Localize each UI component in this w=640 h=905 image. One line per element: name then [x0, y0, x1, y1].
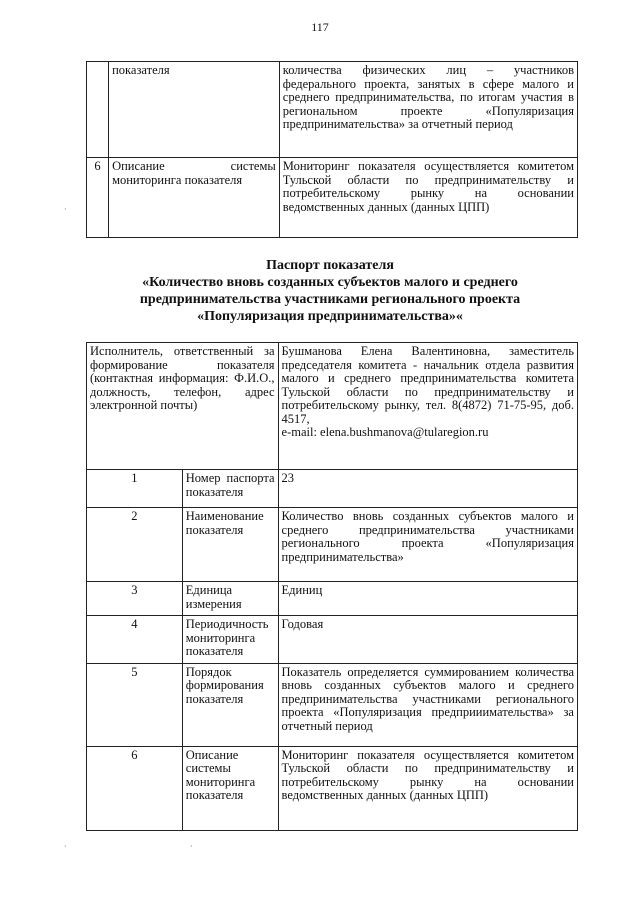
table-row: [87, 616, 578, 664]
row-number: 3: [87, 582, 183, 616]
passport-heading: [80, 257, 580, 325]
row-label: показателя: [109, 62, 280, 158]
scan-dot: ·: [64, 842, 67, 851]
row-value: Мониторинг показателя осуществляется комитетом Тульской области по предпринимательству и потребительскому рынку на основании ведомственных данных (данных ЦПП): [279, 158, 577, 238]
executor-contact: Бушманова Елена Валентиновна, заместитель председателя комитета - начальник отдела развития малого и среднего предпринимательства комитета Тульской области по предпринимательству и потребительскому рынку, тел. 8(4872) 71-75-95, доб. 4517,: [281, 344, 574, 426]
table-row: [87, 582, 578, 616]
page-number: 117: [311, 20, 329, 34]
row-value: Количество вновь созданных субъектов малого и среднего предпринимательства участниками регионального проекта «Популяризация предпринимательства»: [278, 508, 577, 582]
row-number: 1: [87, 470, 183, 508]
table-row: [87, 158, 578, 238]
executor-email: e-mail: elena.bushmanova@tularegion.ru: [281, 425, 489, 439]
scan-dot: ·: [64, 205, 67, 214]
row-number: [87, 62, 109, 158]
row-label: Описание системы мониторинга показателя: [182, 746, 278, 830]
row-number: 6: [87, 158, 109, 238]
row-label: Порядок формирования показателя: [182, 663, 278, 746]
row-value: Годовая: [278, 616, 577, 664]
executor-value: [278, 343, 577, 470]
heading-line: Паспорт показателя: [266, 258, 394, 273]
row-value: 23: [278, 470, 577, 508]
table-row: [87, 470, 578, 508]
row-label: Единица измерения: [182, 582, 278, 616]
row-number: 6: [87, 746, 183, 830]
table-row: [87, 663, 578, 746]
table-row: [87, 508, 578, 582]
row-value: Единиц: [278, 582, 577, 616]
row-value: количества физических лиц – участников федерального проекта, занятых в сфере малого и среднего предпринимательства, по итогам участия в региональном проекте «Популяризация предпринимательства» за отчетный период: [279, 62, 577, 158]
scan-dot: ·: [190, 842, 193, 851]
table-row: [87, 746, 578, 830]
row-label: Наименование показателя: [182, 508, 278, 582]
row-number: 2: [87, 508, 183, 582]
row-value: Мониторинг показателя осуществляется комитетом Тульской области по предпринимательству и потребительскому рынку на основании ведомственных данных (данных ЦПП): [278, 746, 577, 830]
table-row: [87, 62, 578, 158]
row-label: Периодичность мониторинга показателя: [182, 616, 278, 664]
row-number: 4: [87, 616, 183, 664]
row-label: Номер паспорта показателя: [182, 470, 278, 508]
heading-line: «Количество вновь созданных субъектов малого и среднего: [142, 275, 518, 290]
passport-table: [86, 342, 578, 831]
row-label: Описание системы мониторинга показателя: [109, 158, 280, 238]
row-number: 5: [87, 663, 183, 746]
row-value: Показатель определяется суммированием количества вновь созданных субъектов малого и среднего предпринимательства участниками регионального проекта «Популяризация предприиимательства» за отчетный период: [278, 663, 577, 746]
heading-line: «Популяризация предпринимательства»«: [197, 309, 463, 324]
executor-label: Исполнитель, ответственный за формирование показателя (контактная информация: Ф.И.О., должность, телефон, адрес электронной почты): [87, 343, 279, 470]
table-row: [87, 343, 578, 470]
heading-line: предпринимательства участниками регионального проекта: [139, 292, 521, 307]
top-table: [86, 61, 578, 238]
